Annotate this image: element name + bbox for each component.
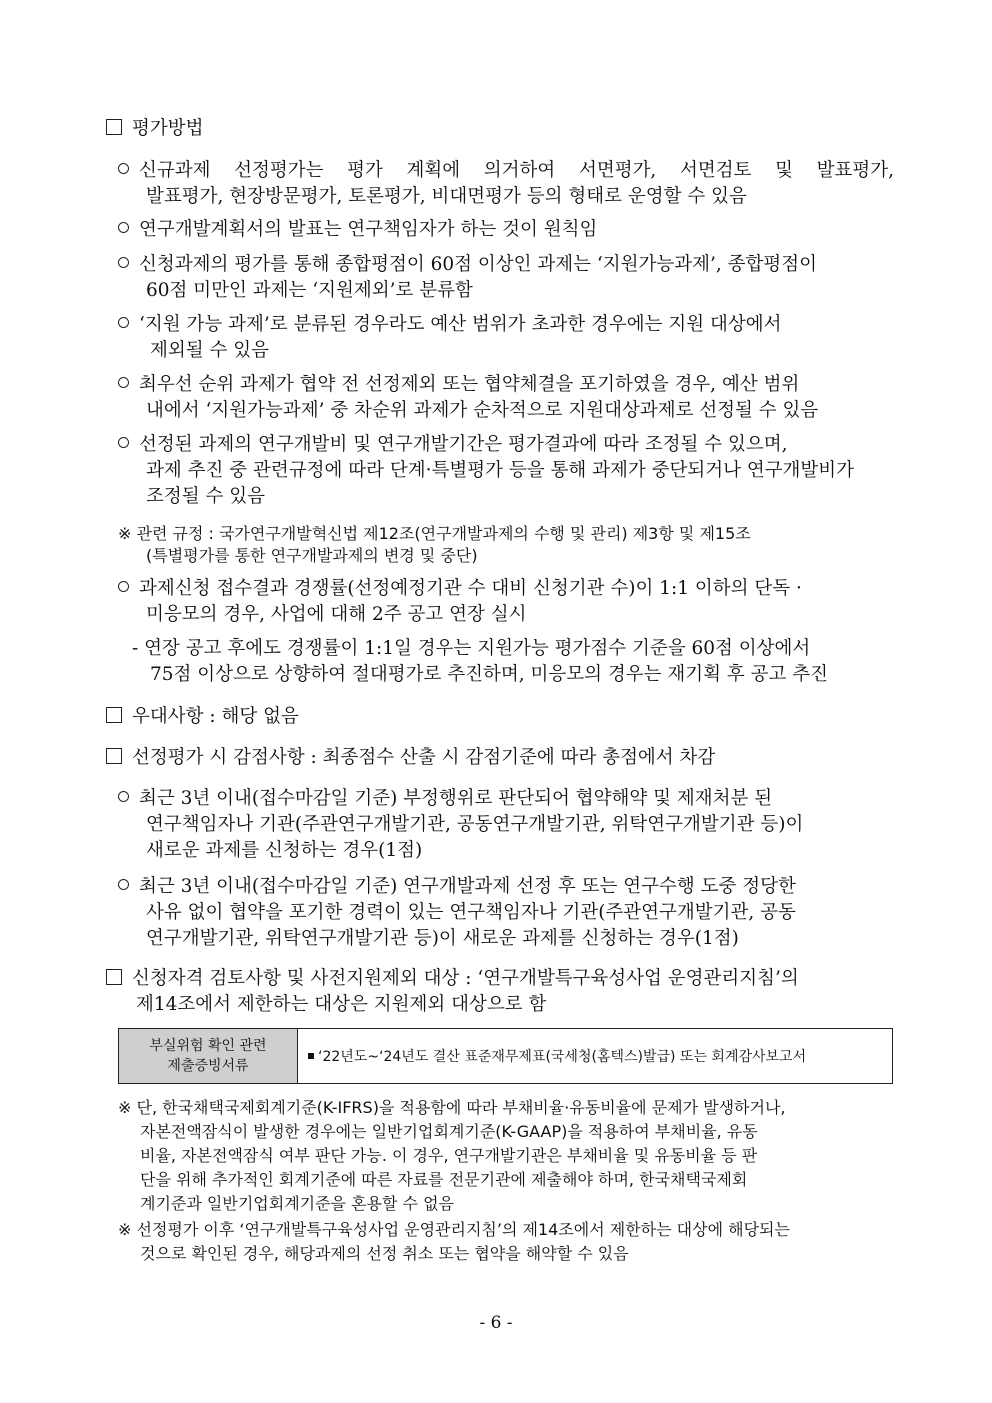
section-heading-eligibility: 신청자격 검토사항 및 사전지원제외 대상 : ‘연구개발특구육성사업 운영관리지침’의 xyxy=(106,966,799,992)
footnote-cont: 계기준과 일반기업회계기준을 혼용할 수 없음 xyxy=(140,1194,455,1213)
footnote-cont: 자본전액잠식이 발생한 경우에는 일반기업회계기준(K-GAAP)을 적용하여 부채비율, 유동 xyxy=(140,1122,758,1141)
dash-item-cont: 75점 이상으로 상향하여 절대평가로 추진하며, 미응모의 경우는 재기획 후 공고 추진 xyxy=(150,664,828,685)
circle-bullet-icon xyxy=(118,317,129,328)
bullet-item-cont: 새로운 과제를 신청하는 경우(1점) xyxy=(146,840,423,861)
checkbox-square-icon xyxy=(106,119,122,135)
circle-bullet-icon xyxy=(118,222,129,233)
bullet-item-cont: 발표평가, 현장방문평가, 토론평가, 비대면평가 등의 형태로 운영할 수 있음 xyxy=(146,186,747,207)
bullet-item: 연구개발계획서의 발표는 연구책임자가 하는 것이 원칙임 xyxy=(118,217,597,243)
circle-bullet-icon xyxy=(118,377,129,388)
regulation-note-cont: (특별평가를 통한 연구개발과제의 변경 및 중단) xyxy=(146,546,478,565)
table-value-cell: ‘22년도~‘24년도 결산 표준재무제표(국세청(홈텍스)발급) 또는 회계감사보고서 xyxy=(298,1029,893,1084)
page-number: - 6 - xyxy=(479,1313,513,1333)
bullet-item: 신규과제 선정평가는 평가 계획에 의거하여 서면평가, 서면검토 및 발표평가, xyxy=(118,158,894,184)
bullet-item-cont: 연구책임자나 기관(주관연구개발기관, 공동연구개발기관, 위탁연구개발기관 등)이 xyxy=(146,814,804,835)
table-header-cell: 부실위험 확인 관련 제출증빙서류 xyxy=(119,1029,298,1084)
bullet-item-cont: 내에서 ‘지원가능과제’ 중 차순위 과제가 순차적으로 지원대상과제로 선정될 수 있음 xyxy=(146,400,819,421)
bullet-item: 선정된 과제의 연구개발비 및 연구개발기간은 평가결과에 따라 조정될 수 있으며, xyxy=(118,432,788,458)
footnote-cont: 단을 위해 추가적인 회계기준에 따른 자료를 전문기관에 제출해야 하며, 한국채택국제회 xyxy=(140,1170,748,1189)
footnote: ※ 단, 한국채택국제회계기준(K-IFRS)을 적용함에 따라 부채비율·유동비율에 문제가 발생하거나, xyxy=(118,1098,786,1117)
dash-item: - 연장 공고 후에도 경쟁률이 1:1일 경우는 지원가능 평가점수 기준을 60점 이상에서 xyxy=(132,638,811,659)
regulation-note: ※ 관련 규정 : 국가연구개발혁신법 제12조(연구개발과제의 수행 및 관리) 제3항 및 제15조 xyxy=(118,524,751,543)
section-heading-method: 평가방법 xyxy=(106,116,203,142)
bullet-item-cont: 제외될 수 있음 xyxy=(150,340,269,361)
square-bullet-icon xyxy=(308,1053,314,1059)
bullet-item: 신청과제의 평가를 통해 종합평점이 60점 이상인 과제는 ‘지원가능과제’, 종합평점이 xyxy=(118,252,817,278)
circle-bullet-icon xyxy=(118,791,129,802)
section-heading-preference: 우대사항 : 해당 없음 xyxy=(106,704,299,730)
bullet-item: 최근 3년 이내(접수마감일 기준) 부정행위로 판단되어 협약해약 및 제재처분 된 xyxy=(118,786,772,812)
checkbox-square-icon xyxy=(106,707,122,723)
circle-bullet-icon xyxy=(118,437,129,448)
bullet-item-cont: 연구개발기관, 위탁연구개발기관 등)이 새로운 과제를 신청하는 경우(1점) xyxy=(146,928,739,949)
circle-bullet-icon xyxy=(118,257,129,268)
evidence-document-table xyxy=(118,1028,893,1084)
bullet-item-cont: 미응모의 경우, 사업에 대해 2주 공고 연장 실시 xyxy=(146,604,527,625)
bullet-item-cont: 과제 추진 중 관련규정에 따라 단계·특별평가 등을 통해 과제가 중단되거나 연구개발비가 xyxy=(146,460,855,481)
bullet-item: 최우선 순위 과제가 협약 전 선정제외 또는 협약체결을 포기하였을 경우, 예산 범위 xyxy=(118,372,799,398)
section-heading-deduction: 선정평가 시 감점사항 : 최종점수 산출 시 감점기준에 따라 총점에서 차감 xyxy=(106,745,715,771)
bullet-item: 과제신청 접수결과 경쟁률(선정예정기관 수 대비 신청기관 수)이 1:1 이하의 단독 · xyxy=(118,576,802,602)
footnote-cont: 것으로 확인된 경우, 해당과제의 선정 취소 또는 협약을 해약할 수 있음 xyxy=(140,1244,629,1263)
bullet-item: 최근 3년 이내(접수마감일 기준) 연구개발과제 선정 후 또는 연구수행 도중 정당한 xyxy=(118,874,796,900)
circle-bullet-icon xyxy=(118,879,129,890)
section-heading-eligibility-cont: 제14조에서 제한하는 대상은 지원제외 대상으로 함 xyxy=(136,994,547,1015)
bullet-item-cont: 사유 없이 협약을 포기한 경력이 있는 연구책임자나 기관(주관연구개발기관, 공동 xyxy=(146,902,796,923)
circle-bullet-icon xyxy=(118,163,129,174)
bullet-item: ‘지원 가능 과제’로 분류된 경우라도 예산 범위가 초과한 경우에는 지원 대상에서 xyxy=(118,312,781,338)
footnote: ※ 선정평가 이후 ‘연구개발특구육성사업 운영관리지침’의 제14조에서 제한하는 대상에 해당되는 xyxy=(118,1220,790,1239)
bullet-item-cont: 60점 미만인 과제는 ‘지원제외’로 분류함 xyxy=(146,280,473,301)
checkbox-square-icon xyxy=(106,748,122,764)
circle-bullet-icon xyxy=(118,581,129,592)
footnote-cont: 비율, 자본전액잠식 여부 판단 가능. 이 경우, 연구개발기관은 부채비율 및 유동비율 등 판 xyxy=(140,1146,758,1165)
checkbox-square-icon xyxy=(106,969,122,985)
bullet-item-cont: 조정될 수 있음 xyxy=(146,486,265,507)
